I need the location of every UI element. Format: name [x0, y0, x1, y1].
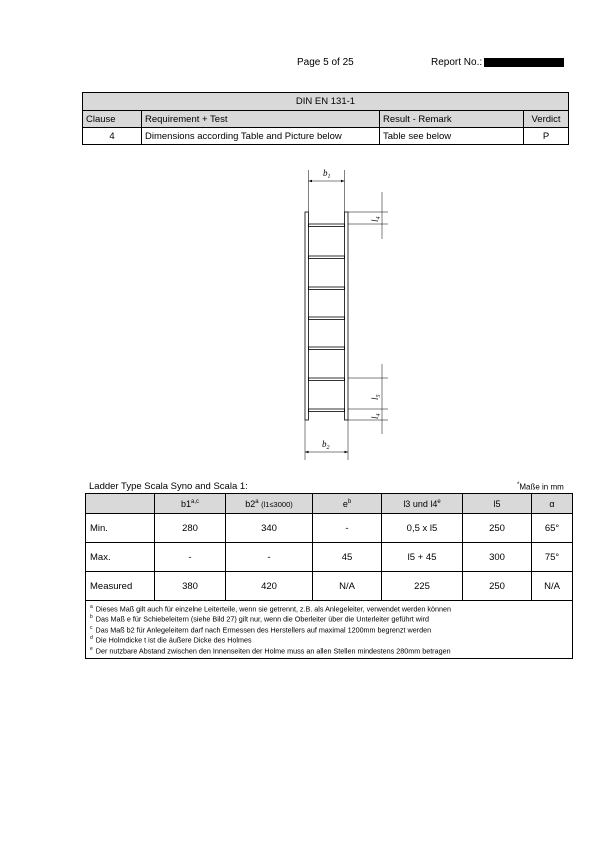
right-stile [345, 212, 349, 420]
cell-l5: 300 [463, 543, 532, 572]
column-header-verdict: Verdict [524, 111, 569, 128]
cell-b1: - [155, 543, 226, 572]
dimensions-table [85, 493, 573, 659]
cell-alpha: 75° [532, 543, 573, 572]
clause-table [82, 92, 569, 145]
header-l3-l4: l3 und l4e [382, 494, 463, 514]
cell-b1: 380 [155, 572, 226, 601]
rungs [309, 224, 345, 412]
ladder-type-title: Ladder Type Scala Syno and Scala 1: [89, 481, 248, 492]
verdict-cell: P [524, 128, 569, 145]
row-label: Min. [86, 514, 155, 543]
cell-e: N/A [313, 572, 382, 601]
cell-b2: 420 [226, 572, 313, 601]
footnote: $^c$ Das Maß b2 für Anlegeleitern darf nach Ermessen des Herstellers auf maximal 1200mm begrenzt werden [90, 624, 432, 635]
footnote: $^e$ Der nutzbare Abstand zwischen den Innenseiten der Holme muss an allen Stellen mindestens 280mm betragen [90, 645, 451, 655]
cell-alpha: 65° [532, 514, 573, 543]
header-blank [86, 494, 155, 514]
left-stile [305, 212, 309, 420]
table-row [86, 543, 573, 572]
cell-b2: - [226, 543, 313, 572]
cell-e: - [313, 514, 382, 543]
cell-l5: 250 [463, 514, 532, 543]
cell-b2: 340 [226, 514, 313, 543]
column-header-requirement: Requirement + Test [142, 111, 380, 128]
b1-label: $b_1$ [323, 168, 331, 180]
table-row [86, 514, 573, 543]
units-note: *Maße in mm [517, 482, 564, 492]
page-number: Page 5 of 25 [297, 57, 354, 68]
row-label: Measured [86, 572, 155, 601]
cell-l3-l4: l5 + 45 [382, 543, 463, 572]
cell-l3-l4: 225 [382, 572, 463, 601]
l4-top-label: $l_4$ [370, 216, 382, 222]
header-b2: b2$^a$ (l1≤3000) [226, 494, 313, 514]
header-alpha: α [532, 494, 573, 514]
footnote: $^a$ Dieses Maß gilt auch für einzelne Leiterteile, wenn sie getrennt, z.B. als Anlegeleiter, verwendet werden können [90, 604, 451, 614]
b2-label: $b_2$ [322, 439, 330, 451]
report-number-label: Report No.: [431, 57, 483, 68]
header-b1: b1$^{a,c}$ [155, 494, 226, 514]
cell-alpha: N/A [532, 572, 573, 601]
requirement-cell: Dimensions according Table and Picture below [142, 128, 380, 145]
clause-cell: 4 [83, 128, 142, 145]
standard-title: DIN EN 131-1 [83, 93, 569, 111]
page-header [0, 57, 600, 71]
header-l5: l5 [463, 494, 532, 514]
l5-label: $l_5$ [370, 394, 382, 400]
redacted-report-number [484, 58, 564, 67]
row-label: Max. [86, 543, 155, 572]
cell-b1: 280 [155, 514, 226, 543]
footnotes [86, 601, 573, 659]
column-header-clause: Clause [83, 111, 142, 128]
footnote: $^b$ Das Maß e für Schiebeleitern (siehe Bild 27) gilt nur, wenn die Oberleiter über die Unterleiter geführt wird [90, 614, 429, 624]
ladder-dimension-drawing [290, 164, 400, 464]
cell-e: 45 [313, 543, 382, 572]
cell-l3-l4: 0,5 x l5 [382, 514, 463, 543]
column-header-result: Result - Remark [380, 111, 524, 128]
l4-bottom-label: $l_4$ [370, 413, 382, 419]
footnote: $^d$ Die Holmdicke t ist die äußere Dicke des Holmes [90, 635, 252, 645]
header-e: $e^b$ [313, 494, 382, 514]
table-row [86, 572, 573, 601]
cell-l5: 250 [463, 572, 532, 601]
result-cell: Table see below [380, 128, 524, 145]
